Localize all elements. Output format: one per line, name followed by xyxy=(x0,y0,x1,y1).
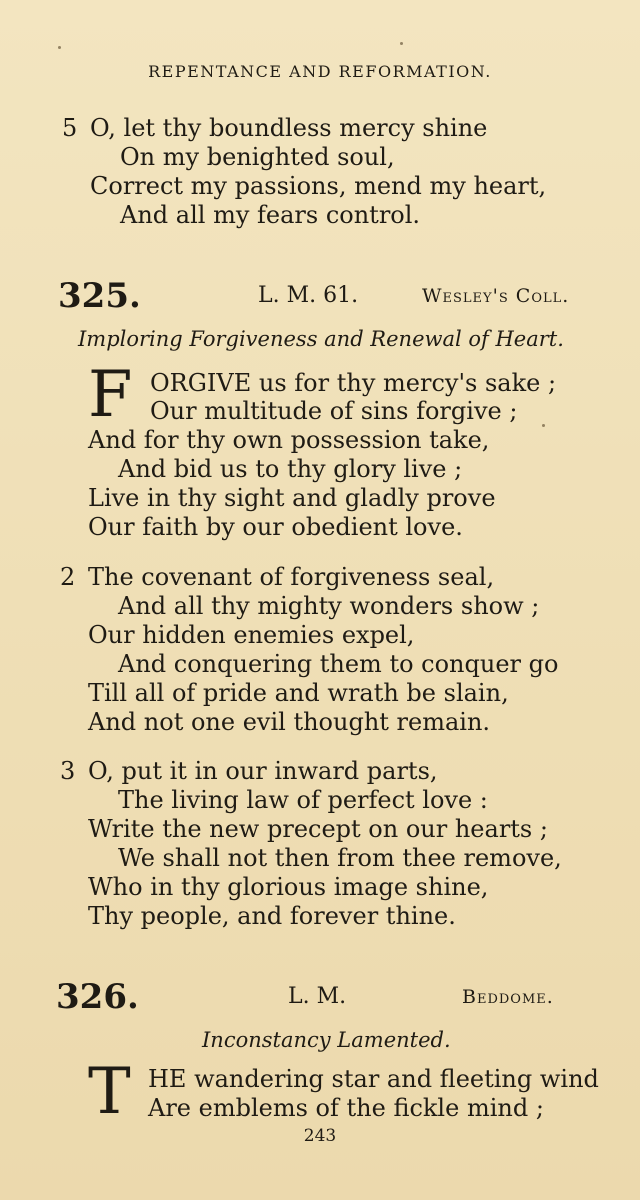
verse-line: And conquering them to conquer go xyxy=(118,650,559,678)
verse-line: Our faith by our obedient love. xyxy=(88,513,463,541)
page-number: 243 xyxy=(303,1126,337,1146)
hymn-subtitle: Imploring Forgiveness and Renewal of Heart. xyxy=(78,327,564,351)
stanza-number: 5 xyxy=(62,114,78,142)
hymn-number: 325. xyxy=(58,276,141,316)
stanza-number: 2 xyxy=(60,563,76,591)
drop-cap: T xyxy=(88,1055,131,1129)
paper-speck xyxy=(58,46,61,49)
verse-line: And for thy own possession take, xyxy=(88,426,490,454)
hymn-number: 326. xyxy=(56,977,139,1017)
verse-line: On my benighted soul, xyxy=(120,143,395,171)
verse-line: The living law of perfect love : xyxy=(118,786,488,814)
verse-line: Live in thy sight and gladly prove xyxy=(88,484,496,512)
verse-line: We shall not then from thee remove, xyxy=(118,844,562,872)
running-header: REPENTANCE AND REFORMATION. xyxy=(148,62,492,81)
verse-line: Our multitude of sins forgive ; xyxy=(150,397,518,425)
verse-line: The covenant of forgiveness seal, xyxy=(88,563,495,591)
verse-line: And all my fears control. xyxy=(120,201,421,229)
verse-line: And not one evil thought remain. xyxy=(88,708,491,736)
verse-line: And all thy mighty wonders show ; xyxy=(118,592,540,620)
verse-line: ORGIVE us for thy mercy's sake ; xyxy=(150,369,557,397)
verse-line: Are emblems of the fickle mind ; xyxy=(148,1094,544,1122)
hymn-subtitle: Inconstancy Lamented. xyxy=(202,1028,451,1052)
verse-line: Thy people, and forever thine. xyxy=(88,902,456,930)
verse-line: Correct my passions, mend my heart, xyxy=(90,172,547,200)
verse-line: Who in thy glorious image shine, xyxy=(88,873,489,901)
verse-line: Till all of pride and wrath be slain, xyxy=(88,679,509,707)
paper-speck xyxy=(542,424,545,427)
hymn-meter: L. M. 61. xyxy=(258,283,359,308)
stanza-number: 3 xyxy=(60,757,76,785)
verse-line: Write the new precept on our hearts ; xyxy=(88,815,548,843)
verse-line: HE wandering star and fleeting wind xyxy=(148,1065,599,1093)
hymn-author: Wesley's Coll. xyxy=(422,285,570,307)
verse-line: O, let thy boundless mercy shine xyxy=(90,114,488,142)
drop-cap: F xyxy=(88,358,133,432)
hymn-meter: L. M. xyxy=(288,984,347,1009)
verse-line: Our hidden enemies expel, xyxy=(88,621,415,649)
hymn-author: Beddome. xyxy=(462,986,554,1008)
verse-line: O, put it in our inward parts, xyxy=(88,757,438,785)
verse-line: And bid us to thy glory live ; xyxy=(118,455,463,483)
paper-speck xyxy=(400,42,403,45)
